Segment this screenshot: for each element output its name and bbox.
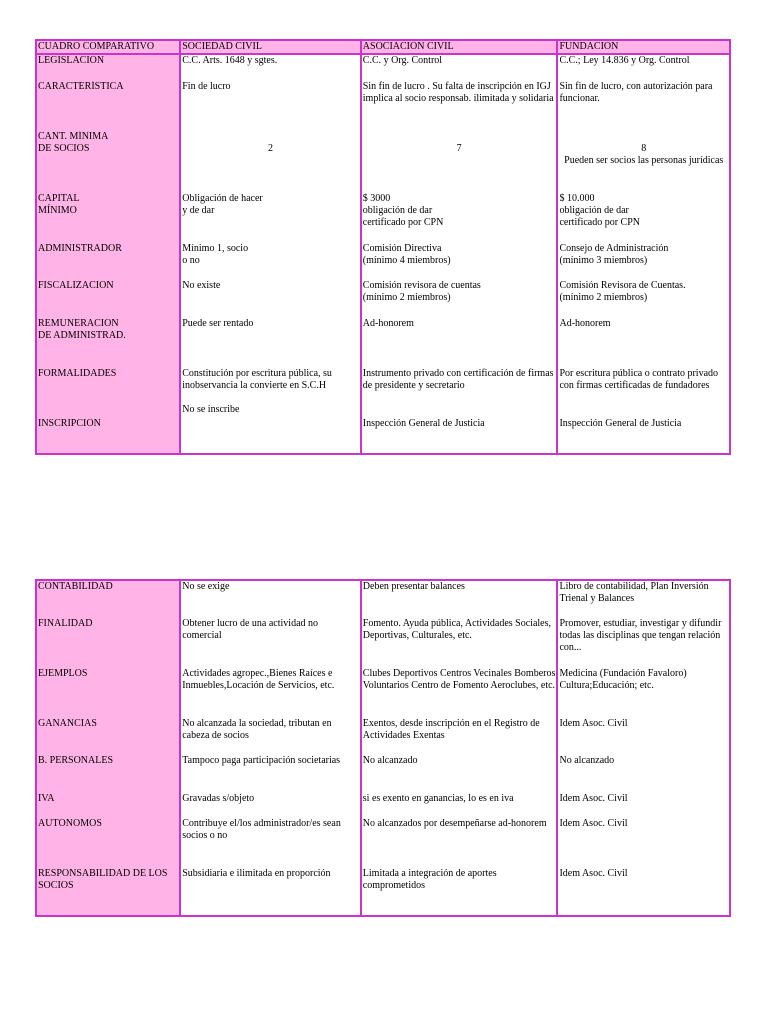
table-row — [36, 580, 730, 618]
row-label: CONTABILIDAD — [36, 580, 180, 618]
table-cell: Idem Asoc. Civil — [557, 818, 730, 868]
row-label: REMUNERACIÓN DE ADMINISTRAD. — [36, 318, 180, 368]
row-label: CARACTERÍSTICA — [36, 81, 180, 131]
table-row — [36, 755, 730, 793]
table-row — [36, 193, 730, 243]
row-label: FINALIDAD — [36, 618, 180, 668]
table-row — [36, 81, 730, 131]
table-cell: Instrumento privado con certificación de firmas de presidente y secretario — [361, 368, 558, 418]
table-cell: Comisión Directiva (mínimo 4 miembros) — [361, 243, 558, 280]
table-cell: Promover, estudiar, investigar y difundir todas las disciplinas que tengan relación con... — [557, 618, 730, 668]
table-cell: Idem Asoc. Civil — [557, 793, 730, 818]
row-label: CANT. MÍNIMA DE SOCIOS — [36, 131, 180, 193]
table-row — [36, 318, 730, 368]
table-cell: 8 Pueden ser socios las personas jurídicas — [557, 131, 730, 193]
row-label: AUTÓNOMOS — [36, 818, 180, 868]
table-cell: Idem Asoc. Civil — [557, 718, 730, 755]
comparison-table-bottom — [35, 579, 731, 917]
table-cell: Clubes Deportivos Centros Vecinales Bomberos Voluntarios Centro de Fomento Aeroclubes, etc. — [361, 668, 558, 718]
table-cell: Inspección General de Justicia — [361, 418, 558, 454]
table-cell: No se exige — [180, 580, 361, 618]
row-label: RESPONSABILIDAD DE LOS SOCIOS — [36, 868, 180, 916]
table-row — [36, 418, 730, 454]
row-label: LEGISLACIÓN — [36, 54, 180, 81]
table-cell: No alcanzados por desempeñarse ad-honorem — [361, 818, 558, 868]
table-cell: si es exento en ganancias, lo es en iva — [361, 793, 558, 818]
table-row — [36, 718, 730, 755]
row-label: FISCALIZACIÓN — [36, 280, 180, 318]
row-label: GANANCIAS — [36, 718, 180, 755]
table-row — [36, 280, 730, 318]
table-cell: Exentos, desde inscripción en el Registro de Actividades Exentas — [361, 718, 558, 755]
table-cell: C.C. y Org. Control — [361, 54, 558, 81]
table-header-row — [36, 40, 730, 54]
table-cell: Por escritura pública o contrato privado con firmas certificadas de fundadores — [557, 368, 730, 418]
table-cell: $ 3000 obligación de dar certificado por CPN — [361, 193, 558, 243]
table-cell: Contribuye el/los administrador/es sean socios o no — [180, 818, 361, 868]
table-cell: C.C. Arts. 1648 y sgtes. — [180, 54, 361, 81]
table-cell: Ad-honorem — [361, 318, 558, 368]
table-cell: $ 10.000 obligación de dar certificado por CPN — [557, 193, 730, 243]
table-cell: Actividades agropec.,Bienes Raíces e Inmuebles,Locación de Servicios, etc. — [180, 668, 361, 718]
table-row — [36, 368, 730, 418]
table-cell: Comisión revisora de cuentas (mínimo 2 miembros) — [361, 280, 558, 318]
table-cell: Comisión Revisora de Cuentas. (mínimo 2 miembros) — [557, 280, 730, 318]
table-cell: Fin de lucro — [180, 81, 361, 131]
table-cell: No alcanzado — [361, 755, 558, 793]
table-cell: Medicina (Fundación Favaloro) Cultura;Educación; etc. — [557, 668, 730, 718]
table-cell: Inspección General de Justicia — [557, 418, 730, 454]
table-cell: Mínimo 1, socio o no — [180, 243, 361, 280]
table-row — [36, 243, 730, 280]
table-cell: Obtener lucro de una actividad no comercial — [180, 618, 361, 668]
table-cell: Puede ser rentado — [180, 318, 361, 368]
table-row — [36, 131, 730, 193]
table-cell: Consejo de Administración (mínimo 3 miembros) — [557, 243, 730, 280]
table-row — [36, 818, 730, 868]
table-cell: 7 — [361, 131, 558, 193]
header-cell: CUADRO COMPARATIVO — [36, 40, 180, 54]
table-cell — [180, 418, 361, 454]
row-label: FORMALIDADES — [36, 368, 180, 418]
header-cell: FUNDACIÓN — [557, 40, 730, 54]
table-cell: Sin fin de lucro . Su falta de inscripción en IGJ implica al socio responsab. ilimitada y solidaria — [361, 81, 558, 131]
table-cell: Idem Asoc. Civil — [557, 868, 730, 916]
table-cell: No existe — [180, 280, 361, 318]
row-label: B. PERSONALES — [36, 755, 180, 793]
comparison-table-top — [35, 39, 731, 455]
row-label: CAPITAL MÍNIMO — [36, 193, 180, 243]
table-row — [36, 618, 730, 668]
table-cell: 2 — [180, 131, 361, 193]
table-cell: Libro de contabilidad, Plan Inversión Trienal y Balances — [557, 580, 730, 618]
table-row — [36, 793, 730, 818]
table-cell: No alcanzada la sociedad, tributan en cabeza de socios — [180, 718, 361, 755]
table-row — [36, 668, 730, 718]
table-cell: Constitución por escritura pública, su inobservancia la convierte en S.C.H No se inscribe — [180, 368, 361, 418]
row-label: ADMINISTRADOR — [36, 243, 180, 280]
table-cell: Tampoco paga participación societarias — [180, 755, 361, 793]
table-cell: Sin fin de lucro, con autorización para funcionar. — [557, 81, 730, 131]
table-row — [36, 868, 730, 916]
table-cell: Limitada a integración de aportes comprometidos — [361, 868, 558, 916]
row-label: IVA — [36, 793, 180, 818]
row-label: INSCRIPCIÓN — [36, 418, 180, 454]
header-cell: ASOCIACIÓN CIVIL — [361, 40, 558, 54]
table-cell: No alcanzado — [557, 755, 730, 793]
table-row — [36, 54, 730, 81]
table-cell: Ad-honorem — [557, 318, 730, 368]
table-cell: Subsidiaria e ilimitada en proporción — [180, 868, 361, 916]
header-cell: SOCIEDAD CIVIL — [180, 40, 361, 54]
table-cell: Deben presentar balances — [361, 580, 558, 618]
table-cell: C.C.; Ley 14.836 y Org. Control — [557, 54, 730, 81]
row-label: EJEMPLOS — [36, 668, 180, 718]
table-cell: Obligación de hacer y de dar — [180, 193, 361, 243]
table-cell: Gravadas s/objeto — [180, 793, 361, 818]
table-cell: Fomento. Ayuda pública, Actividades Sociales, Deportivas, Culturales, etc. — [361, 618, 558, 668]
